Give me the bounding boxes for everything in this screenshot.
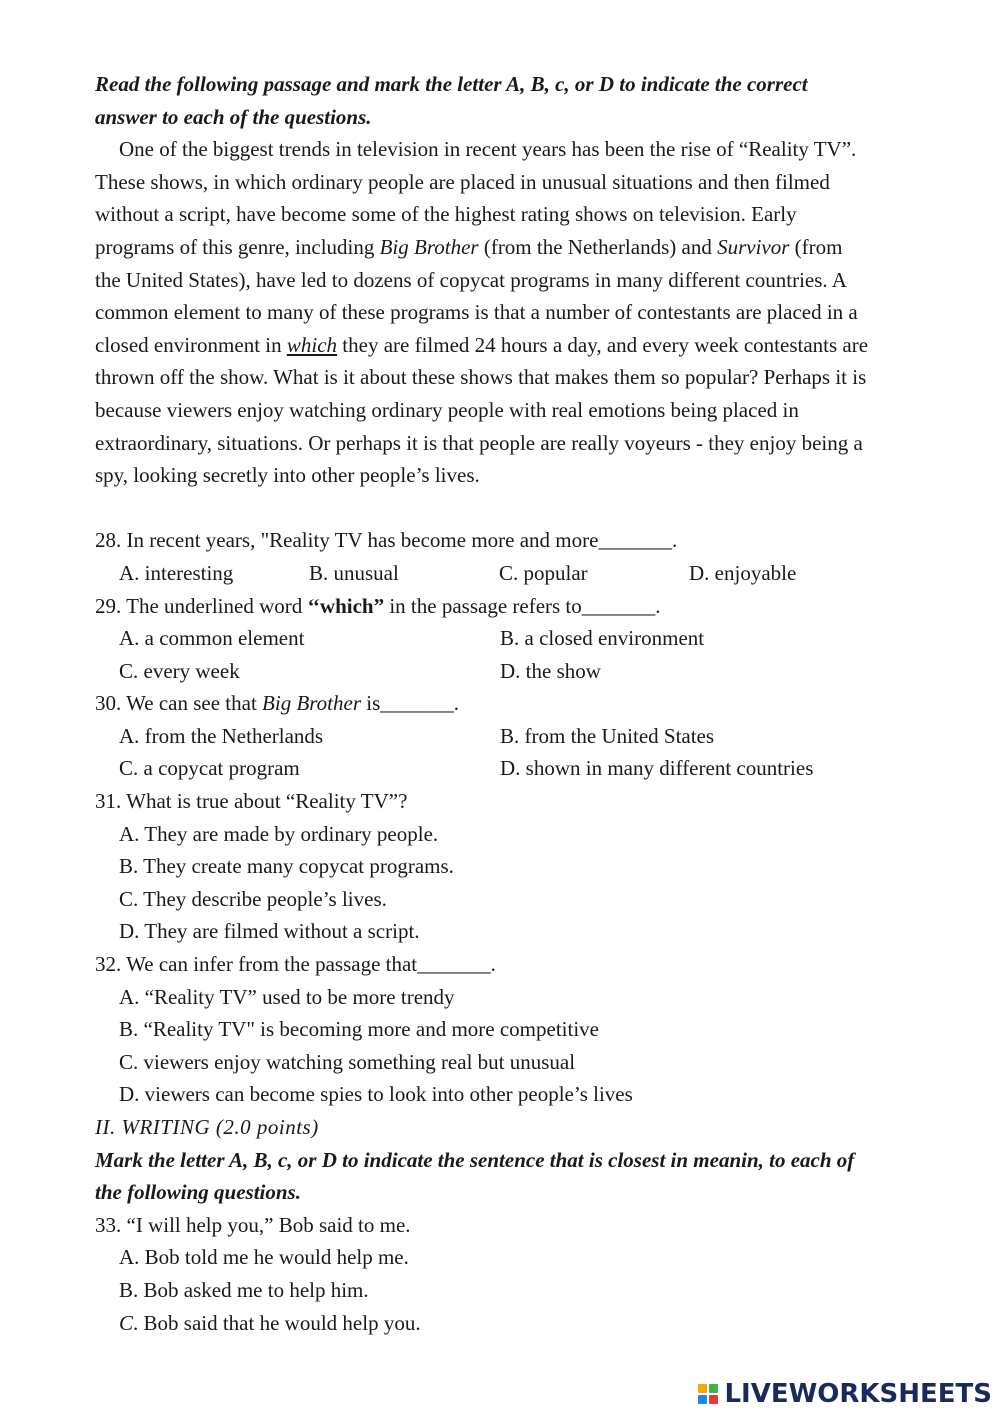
option-b[interactable]: B. unusual	[309, 560, 399, 585]
underlined-word-which: which	[286, 332, 338, 357]
liveworksheets-logo-text: LIVEWORKSHEETS	[724, 1379, 992, 1409]
option-c[interactable]: C. They describe people’s lives.	[119, 886, 387, 911]
question-stem: 30. We can see that Big Brother is_______.	[95, 691, 460, 716]
liveworksheets-logo	[698, 1379, 992, 1409]
writing-instructions-line-1: Mark the letter A, B, c, or D to indicate the sentence that is closest in meanin, to each of	[95, 1147, 855, 1172]
question-33	[95, 1209, 915, 1339]
logo-square	[698, 1384, 707, 1393]
option-d[interactable]: D. They are filmed without a script.	[119, 919, 420, 944]
passage-line: thrown off the show. What is it about these shows that makes them so popular? Perhaps it is	[95, 365, 867, 390]
option-a[interactable]: A. They are made by ordinary people.	[119, 821, 439, 846]
option-c[interactable]: C. a copycat program	[119, 756, 300, 781]
question-stem: 29. The underlined word ‘‘which” in the passage refers to_______.	[95, 593, 661, 618]
option-b[interactable]: B. a closed environment	[500, 626, 705, 651]
option-d[interactable]: D. the show	[500, 658, 601, 683]
question-31	[95, 785, 915, 948]
option-a[interactable]: A. interesting	[119, 560, 234, 585]
question-stem: 32. We can infer from the passage that_______.	[95, 952, 496, 977]
question-30	[95, 687, 915, 785]
title-big-brother: Big Brother	[379, 234, 479, 259]
worksheet-page	[95, 68, 915, 1339]
option-d[interactable]: D. shown in many different countries	[500, 756, 814, 781]
logo-square	[709, 1384, 718, 1393]
passage-line: the United States), have led to dozens of copycat programs in many different countries. A	[95, 267, 847, 292]
question-32	[95, 948, 915, 1111]
option-b[interactable]: B. They create many copycat programs.	[119, 854, 454, 879]
option-b[interactable]: B. from the United States	[500, 723, 715, 748]
option-c[interactable]: C. viewers enjoy watching something real but unusual	[119, 1049, 576, 1074]
option-c[interactable]: C. popular	[499, 560, 588, 585]
passage-line: spy, looking secretly into other people’s lives.	[95, 463, 480, 488]
passage-line: closed environment in which they are filmed 24 hours a day, and every week contestants are	[95, 332, 869, 357]
reading-instructions-line-2: answer to each of the questions.	[95, 104, 372, 129]
writing-section-heading: II. WRITING (2.0 points)	[95, 1115, 319, 1139]
question-stem: 33. “I will help you,” Bob said to me.	[95, 1212, 411, 1237]
option-a[interactable]: A. “Reality TV” used to be more trendy	[119, 984, 455, 1009]
reading-passage	[95, 133, 915, 492]
option-a[interactable]: A. from the Netherlands	[119, 723, 324, 748]
question-28	[95, 524, 915, 589]
passage-line: without a script, have become some of the highest rating shows on television. Early	[95, 202, 797, 227]
logo-square	[698, 1395, 707, 1404]
option-a[interactable]: A. a common element	[119, 626, 305, 651]
option-b[interactable]: B. Bob asked me to help him.	[119, 1277, 369, 1302]
question-stem: 31. What is true about “Reality TV”?	[95, 789, 408, 814]
option-c[interactable]: C. every week	[119, 658, 240, 683]
passage-line: because viewers enjoy watching ordinary people with real emotions being placed in	[95, 397, 799, 422]
passage-line: programs of this genre, including Big Brother (from the Netherlands) and Survivor (from	[95, 234, 843, 259]
reading-instructions-line-1: Read the following passage and mark the letter A, B, c, or D to indicate the correct	[95, 72, 808, 96]
question-29	[95, 590, 915, 688]
option-c[interactable]: C. Bob said that he would help you.	[119, 1310, 421, 1335]
passage-line: One of the biggest trends in television in recent years has been the rise of “Reality TV”.	[119, 137, 857, 162]
option-a[interactable]: A. Bob told me he would help me.	[119, 1245, 409, 1270]
option-d[interactable]: D. enjoyable	[689, 560, 797, 585]
passage-line: These shows, in which ordinary people are placed in unusual situations and then filmed	[95, 169, 830, 194]
title-survivor: Survivor	[717, 234, 790, 259]
option-d[interactable]: D. viewers can become spies to look into other people’s lives	[119, 1082, 633, 1107]
liveworksheets-logo-icon	[698, 1384, 718, 1404]
writing-instructions-line-2: the following questions.	[95, 1180, 301, 1205]
logo-square	[709, 1395, 718, 1404]
option-b[interactable]: B. “Reality TV" is becoming more and more competitive	[119, 1017, 599, 1042]
passage-line: extraordinary, situations. Or perhaps it is that people are really voyeurs - they enjoy being a	[95, 430, 863, 455]
passage-line: common element to many of these programs is that a number of contestants are placed in a	[95, 300, 858, 325]
question-stem: 28. In recent years, "Reality TV has become more and more_______.	[95, 528, 678, 553]
